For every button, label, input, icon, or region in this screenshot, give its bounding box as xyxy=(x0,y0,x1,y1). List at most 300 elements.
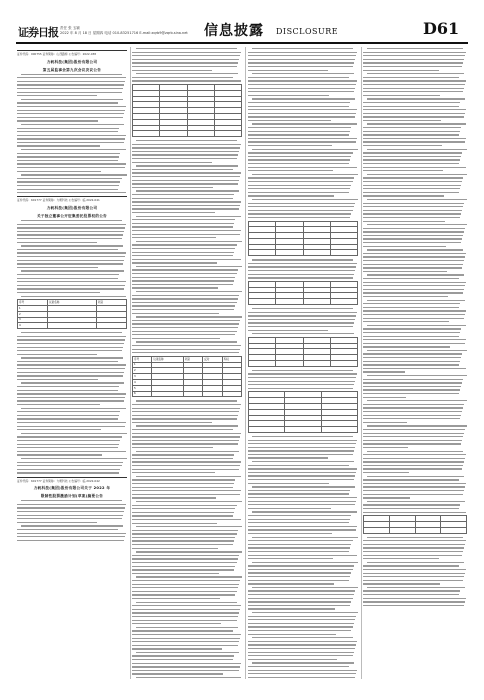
text-line xyxy=(17,447,118,448)
text-line xyxy=(363,314,465,315)
text-line xyxy=(363,397,406,398)
text-line xyxy=(367,400,467,401)
text-line xyxy=(17,285,125,286)
text-line xyxy=(132,62,238,63)
text-line xyxy=(132,255,233,256)
notice-company: 力帆科技(集团)股份有限公司 xyxy=(46,206,98,211)
text-line xyxy=(132,411,239,412)
text-line xyxy=(136,400,237,401)
text-line xyxy=(363,576,464,577)
text-line xyxy=(248,66,353,67)
text-line xyxy=(363,404,464,405)
text-line xyxy=(363,116,464,117)
text-line xyxy=(132,55,240,56)
text-line xyxy=(367,98,465,99)
text-line xyxy=(248,572,351,573)
text-line xyxy=(17,379,98,380)
text-line xyxy=(363,282,466,283)
text-line xyxy=(17,511,124,512)
text-line xyxy=(248,450,354,451)
text-line xyxy=(132,648,222,649)
text-line xyxy=(132,187,213,188)
text-line xyxy=(363,106,459,107)
notice-title: 限制性股票激励计划(草案)摘要公告 xyxy=(40,494,104,499)
text-line xyxy=(363,504,460,505)
text-line xyxy=(21,296,126,297)
text-line xyxy=(136,476,241,477)
text-line xyxy=(363,59,464,60)
text-line xyxy=(132,212,215,213)
text-line xyxy=(17,529,118,530)
text-line xyxy=(21,525,123,526)
text-line xyxy=(363,271,447,272)
text-line xyxy=(248,551,349,552)
text-line xyxy=(17,390,118,391)
text-line xyxy=(248,644,356,645)
text-line xyxy=(132,208,239,209)
text-line xyxy=(363,368,466,369)
text-line xyxy=(132,666,240,667)
text-line xyxy=(132,66,237,67)
text-line xyxy=(132,673,223,674)
text-line xyxy=(17,368,125,369)
text-line xyxy=(132,487,233,488)
data-table xyxy=(363,515,467,533)
text-line xyxy=(363,386,461,387)
text-line xyxy=(17,515,123,516)
text-line xyxy=(17,110,125,111)
text-line xyxy=(248,138,357,139)
text-line xyxy=(132,436,240,437)
text-line xyxy=(132,172,241,173)
text-line xyxy=(363,188,460,189)
text-line xyxy=(132,77,233,78)
table-cell: 5 xyxy=(133,385,152,391)
text-line xyxy=(367,425,467,426)
text-line xyxy=(248,109,357,110)
text-line xyxy=(363,343,465,344)
text-line xyxy=(248,626,353,627)
text-line xyxy=(363,181,462,182)
text-line xyxy=(17,343,124,344)
text-line xyxy=(252,662,354,663)
text-line xyxy=(132,530,238,531)
table-header: 同意 xyxy=(96,300,126,306)
text-line xyxy=(132,418,237,419)
text-line xyxy=(21,220,122,221)
text-line xyxy=(367,274,464,275)
text-line xyxy=(136,291,242,292)
text-line xyxy=(248,673,356,674)
text-line xyxy=(252,123,357,124)
text-line xyxy=(17,263,123,264)
text-line xyxy=(363,364,459,365)
text-line xyxy=(252,308,353,309)
table-cell: 2 xyxy=(18,311,48,317)
text-line xyxy=(363,203,464,204)
text-line xyxy=(17,252,126,253)
text-line xyxy=(363,447,408,448)
text-line xyxy=(132,248,235,249)
text-line xyxy=(363,303,460,304)
text-line xyxy=(132,151,239,152)
text-line xyxy=(363,156,461,157)
text-line xyxy=(363,289,464,290)
text-line xyxy=(132,558,238,559)
text-line xyxy=(17,84,124,85)
text-line xyxy=(132,490,241,491)
text-line xyxy=(17,411,120,412)
text-line xyxy=(363,540,466,541)
text-line xyxy=(17,393,126,394)
text-line xyxy=(248,515,351,516)
text-line xyxy=(363,66,462,67)
text-line xyxy=(248,465,349,466)
text-line xyxy=(248,70,328,71)
text-line xyxy=(17,163,126,164)
text-line xyxy=(132,562,237,563)
text-line xyxy=(252,537,358,538)
text-line xyxy=(17,507,125,508)
text-line xyxy=(248,170,333,171)
notice-3 xyxy=(17,477,127,500)
text-line xyxy=(248,192,349,193)
text-line xyxy=(17,102,118,103)
text-line xyxy=(132,327,238,328)
text-line xyxy=(21,357,123,358)
text-line xyxy=(363,486,465,487)
text-line xyxy=(136,425,238,426)
text-line xyxy=(363,436,463,437)
text-line xyxy=(17,242,97,243)
text-line xyxy=(248,540,353,541)
text-line xyxy=(248,601,351,602)
table-cell: 6 xyxy=(133,391,152,397)
text-line xyxy=(363,80,466,81)
text-line xyxy=(363,494,463,495)
text-line xyxy=(17,347,123,348)
text-line xyxy=(248,659,337,660)
text-line xyxy=(248,181,353,182)
table-header: 同意 xyxy=(183,356,202,362)
text-line xyxy=(363,134,459,135)
text-line xyxy=(248,91,354,92)
text-line xyxy=(132,334,235,335)
text-line xyxy=(132,201,241,202)
text-line xyxy=(17,224,126,225)
text-line xyxy=(136,602,237,603)
text-line xyxy=(17,472,119,473)
text-line xyxy=(363,210,462,211)
text-line xyxy=(248,102,350,103)
text-line xyxy=(248,152,353,153)
text-line xyxy=(132,465,240,466)
text-line xyxy=(252,98,355,99)
text-line xyxy=(363,440,462,441)
text-line xyxy=(17,422,126,423)
text-line xyxy=(248,529,356,530)
table-header: 议案名称 xyxy=(47,300,96,306)
text-line xyxy=(363,292,463,293)
notice-body-text xyxy=(132,140,242,353)
notice-body-text xyxy=(17,332,127,473)
text-line xyxy=(132,623,221,624)
notice-code: 证券代码：601777 证券简称：力帆科技 公告编号：临 2022-042 xyxy=(17,478,100,483)
text-line xyxy=(132,479,235,480)
text-line xyxy=(363,235,463,236)
text-line xyxy=(17,234,123,235)
masthead-editor: 责任 张 玉颖 xyxy=(60,26,80,30)
text-line xyxy=(17,336,126,337)
text-line xyxy=(132,144,241,145)
notice-company: 力帆科技(集团)股份有限公司关于 2022 年 xyxy=(33,486,111,491)
text-line xyxy=(132,483,234,484)
text-line xyxy=(17,131,118,132)
text-line xyxy=(363,238,462,239)
text-line xyxy=(367,73,464,74)
text-line xyxy=(17,167,125,168)
text-line xyxy=(136,48,237,49)
text-line xyxy=(252,461,354,462)
text-line xyxy=(132,415,238,416)
text-line xyxy=(248,377,356,378)
text-line xyxy=(363,260,464,261)
text-line xyxy=(248,163,349,164)
notice-code: 证券代码：601777 证券简称：力帆科技 公告编号：临 2022-041 xyxy=(17,198,100,203)
text-line xyxy=(363,558,439,559)
text-line xyxy=(363,213,461,214)
text-line xyxy=(17,469,120,470)
text-line xyxy=(132,587,238,588)
text-line xyxy=(363,393,459,394)
text-line xyxy=(17,522,97,523)
text-line xyxy=(248,641,357,642)
notice-title: 关于独立董事公开征集委托投票权的公告 xyxy=(36,214,108,219)
text-line xyxy=(17,185,119,186)
text-line xyxy=(132,494,240,495)
text-line xyxy=(132,277,235,278)
text-line xyxy=(17,249,118,250)
text-line xyxy=(248,266,356,267)
text-line xyxy=(132,591,237,592)
text-line xyxy=(132,670,239,671)
notice-body-text xyxy=(17,220,127,297)
masthead-date-contact: 2022 年 8 月 18 日 星期四 电话 010-83251716 E-mail:zqrb9@zqrb.sina.net xyxy=(60,30,188,35)
text-line xyxy=(367,224,467,225)
text-line xyxy=(132,262,217,263)
text-line xyxy=(17,77,126,78)
text-line xyxy=(367,375,467,376)
text-line xyxy=(363,253,466,254)
text-line xyxy=(248,330,328,331)
text-line xyxy=(248,131,350,132)
text-line xyxy=(363,256,465,257)
table-cell: 4 xyxy=(133,379,152,385)
text-line xyxy=(248,447,355,448)
text-line xyxy=(363,598,466,599)
text-line xyxy=(17,361,118,362)
text-line xyxy=(136,677,241,678)
text-line xyxy=(248,274,354,275)
text-line xyxy=(248,59,355,60)
text-line xyxy=(252,612,358,613)
text-line xyxy=(363,544,465,545)
text-line xyxy=(17,386,119,387)
text-line xyxy=(17,113,124,114)
text-line xyxy=(248,616,356,617)
text-line xyxy=(132,169,233,170)
text-line xyxy=(363,231,464,232)
text-line xyxy=(363,84,465,85)
text-line xyxy=(132,605,241,606)
text-line xyxy=(248,670,357,671)
text-line xyxy=(363,167,466,168)
text-line xyxy=(363,120,441,121)
text-line xyxy=(17,238,122,239)
text-line xyxy=(17,533,126,534)
text-line xyxy=(17,436,122,437)
text-line xyxy=(132,205,240,206)
notice-body-text xyxy=(17,74,127,194)
text-line xyxy=(248,167,357,168)
text-line xyxy=(363,418,460,419)
text-line xyxy=(363,565,459,566)
text-line xyxy=(248,206,354,207)
text-line xyxy=(367,501,465,502)
table-header: 反对 xyxy=(203,356,222,362)
text-line xyxy=(363,382,462,383)
column-divider xyxy=(361,47,362,679)
notice-2 xyxy=(17,196,127,219)
text-line xyxy=(248,95,329,96)
text-line xyxy=(248,594,354,595)
text-line xyxy=(363,483,466,484)
text-line xyxy=(367,300,465,301)
text-line xyxy=(248,605,350,606)
text-line xyxy=(248,522,349,523)
text-line xyxy=(17,156,119,157)
text-line xyxy=(132,594,235,595)
text-line xyxy=(132,548,218,549)
text-line xyxy=(132,458,233,459)
text-line xyxy=(248,134,349,135)
text-line xyxy=(132,519,241,520)
column-divider xyxy=(130,47,131,679)
text-line xyxy=(363,583,440,584)
text-line xyxy=(136,165,238,166)
text-line xyxy=(17,339,125,340)
text-line xyxy=(132,298,238,299)
text-line xyxy=(363,278,459,279)
text-line xyxy=(132,537,235,538)
notice-body-text xyxy=(248,308,358,334)
text-line xyxy=(132,569,234,570)
text-line xyxy=(132,154,238,155)
text-line xyxy=(132,269,238,270)
text-line xyxy=(132,630,233,631)
text-line xyxy=(363,70,439,71)
text-line xyxy=(248,443,356,444)
text-line xyxy=(132,345,241,346)
text-line xyxy=(21,433,127,434)
text-line xyxy=(363,267,462,268)
text-line xyxy=(363,569,466,570)
text-line xyxy=(363,113,465,114)
text-line xyxy=(17,429,101,430)
text-line xyxy=(132,331,237,332)
data-table xyxy=(248,281,358,305)
text-line xyxy=(17,354,97,355)
text-line xyxy=(132,234,240,235)
text-line xyxy=(363,389,460,390)
text-line xyxy=(363,357,461,358)
text-line xyxy=(17,415,119,416)
text-line xyxy=(252,436,353,437)
text-line xyxy=(363,88,464,89)
text-line xyxy=(248,84,356,85)
column-1 xyxy=(17,47,127,679)
text-line xyxy=(132,515,233,516)
text-line xyxy=(363,465,463,466)
text-line xyxy=(132,287,218,288)
text-line xyxy=(248,116,355,117)
text-line xyxy=(136,627,238,628)
text-line xyxy=(363,479,459,480)
text-line xyxy=(17,518,122,519)
text-line xyxy=(363,547,464,548)
text-line xyxy=(132,273,237,274)
text-line xyxy=(17,135,126,136)
text-line xyxy=(21,332,122,333)
text-line xyxy=(248,454,353,455)
text-line xyxy=(132,408,240,409)
text-line xyxy=(363,433,464,434)
text-line xyxy=(17,418,118,419)
text-line xyxy=(252,48,353,49)
text-line xyxy=(136,501,242,502)
text-line xyxy=(132,512,234,513)
text-line xyxy=(248,666,349,667)
text-line xyxy=(248,326,353,327)
table-header: 议案名称 xyxy=(152,356,184,362)
notice-code: 证券代码：000755 证券简称：山西路桥 公告编号：2022-038 xyxy=(17,52,97,56)
text-line xyxy=(252,259,353,260)
text-line xyxy=(248,177,354,178)
text-line xyxy=(132,226,233,227)
text-line xyxy=(136,73,238,74)
text-line xyxy=(363,422,407,423)
text-line xyxy=(248,62,354,63)
text-line xyxy=(248,526,357,527)
text-line xyxy=(132,580,240,581)
text-line xyxy=(252,73,354,74)
text-line xyxy=(136,341,237,342)
text-line xyxy=(132,176,240,177)
text-line xyxy=(132,223,234,224)
text-line xyxy=(363,264,463,265)
text-line xyxy=(363,310,466,311)
text-line xyxy=(363,228,465,229)
text-line xyxy=(17,404,100,405)
text-line xyxy=(132,612,239,613)
text-line xyxy=(248,270,355,271)
text-line xyxy=(136,266,242,267)
text-line xyxy=(248,388,353,389)
text-line xyxy=(252,199,358,200)
text-line xyxy=(248,677,355,678)
text-line xyxy=(248,277,353,278)
text-line xyxy=(248,120,331,121)
